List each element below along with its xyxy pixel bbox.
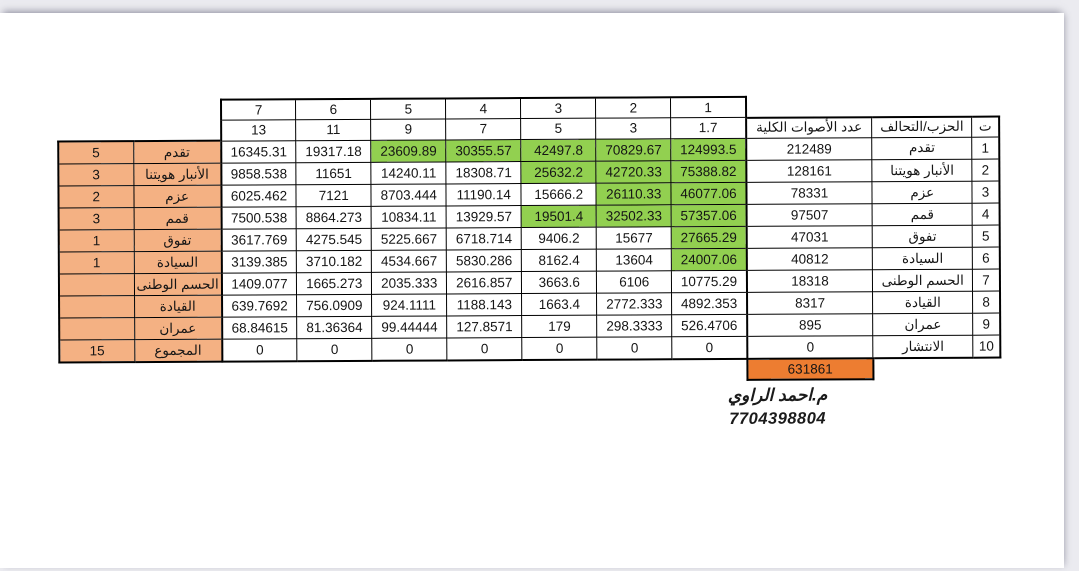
serial-cell: 5 bbox=[972, 225, 999, 247]
quotient-cell: 8864.273 bbox=[296, 206, 371, 228]
left-party-name-cell: عمران bbox=[134, 317, 222, 339]
party-name-cell: القيادة bbox=[873, 291, 973, 314]
spacer-cell bbox=[973, 358, 1000, 379]
quotient-cell: 30355.57 bbox=[446, 139, 521, 162]
seat-count-cell bbox=[59, 274, 134, 296]
quotient-cell: 0 bbox=[597, 337, 672, 360]
quotient-cell: 68.84615 bbox=[222, 317, 297, 339]
quotient-cell: 25632.2 bbox=[521, 161, 596, 183]
serial-cell: 10 bbox=[973, 335, 1000, 358]
party-name-cell: الانتشار bbox=[873, 335, 973, 358]
total-votes-cell: 97507 bbox=[746, 204, 872, 227]
party-name-cell: عزم bbox=[872, 181, 972, 204]
quotient-cell: 19501.4 bbox=[521, 205, 596, 227]
seat-count-cell: 15 bbox=[59, 340, 134, 363]
spacer-cell bbox=[872, 96, 972, 117]
party-name-cell: تفوق bbox=[872, 225, 972, 248]
quotient-cell: 11190.14 bbox=[446, 184, 521, 206]
quotient-cell: 6025.462 bbox=[221, 185, 296, 207]
party-name-cell: قمم bbox=[872, 203, 972, 226]
quotient-cell: 27665.29 bbox=[671, 226, 746, 248]
quotient-cell: 0 bbox=[447, 338, 522, 361]
total-votes-cell: 18318 bbox=[747, 270, 873, 293]
divisor-col-number: 2 bbox=[596, 97, 671, 118]
quotient-cell: 99.44444 bbox=[372, 316, 447, 338]
divisor-col-number: 1 bbox=[671, 97, 746, 118]
quotient-cell: 15666.2 bbox=[521, 183, 596, 205]
quotient-cell: 26110.33 bbox=[596, 183, 671, 205]
quotient-cell: 14240.11 bbox=[371, 162, 446, 184]
quotient-cell: 5830.286 bbox=[447, 250, 522, 272]
left-party-name-cell: عزم bbox=[133, 185, 221, 207]
quotient-cell: 75388.82 bbox=[671, 160, 746, 182]
quotient-cell: 7121 bbox=[296, 184, 371, 206]
divisor-value: 11 bbox=[296, 119, 371, 140]
serial-cell: 4 bbox=[972, 203, 999, 225]
serial-cell: 9 bbox=[973, 313, 1000, 335]
quotient-cell: 1409.077 bbox=[222, 273, 297, 295]
seat-count-cell: 3 bbox=[59, 208, 134, 230]
spacer-cell bbox=[134, 362, 222, 383]
sheet-content bbox=[0, 10, 1065, 571]
left-party-name-cell: المجموع bbox=[134, 339, 222, 362]
quotient-cell: 179 bbox=[522, 315, 597, 337]
vote-table-body bbox=[58, 96, 1000, 384]
spacer-cell bbox=[873, 358, 973, 380]
quotient-cell: 46077.06 bbox=[671, 182, 746, 204]
quotient-cell: 756.0909 bbox=[297, 294, 372, 316]
party-name-cell: عمران bbox=[873, 313, 973, 336]
left-party-name-cell: السيادة bbox=[134, 251, 222, 273]
quotient-cell: 70829.67 bbox=[596, 138, 671, 161]
signature-name: م.احمد الراوي bbox=[727, 385, 828, 405]
seat-count-cell: 1 bbox=[59, 230, 134, 252]
quotient-cell: 24007.06 bbox=[672, 248, 747, 270]
spacer-cell bbox=[746, 96, 872, 117]
serial-cell: 3 bbox=[972, 181, 999, 203]
total-votes-cell: 212489 bbox=[746, 137, 872, 160]
seat-allocation-table bbox=[57, 95, 1001, 385]
total-votes-cell: 40812 bbox=[747, 248, 873, 271]
divisor-value: 13 bbox=[221, 120, 296, 141]
quotient-cell: 8703.444 bbox=[371, 184, 446, 206]
quotient-cell: 298.3333 bbox=[597, 315, 672, 337]
total-votes-cell: 8317 bbox=[747, 292, 873, 315]
quotient-cell: 0 bbox=[672, 336, 747, 359]
quotient-cell: 124993.5 bbox=[671, 138, 746, 161]
divisor-col-number: 4 bbox=[446, 98, 521, 119]
seat-count-cell bbox=[59, 318, 134, 340]
quotient-cell: 3710.182 bbox=[297, 250, 372, 272]
quotient-cell: 16345.31 bbox=[221, 140, 296, 163]
quotient-cell: 0 bbox=[522, 337, 597, 360]
spacer-cell bbox=[372, 360, 447, 381]
left-party-name-cell: تقدم bbox=[133, 141, 221, 164]
scanned-sheet-page bbox=[0, 13, 1064, 568]
quotient-cell: 6106 bbox=[597, 271, 672, 293]
serial-cell: 8 bbox=[973, 291, 1000, 313]
quotient-cell: 924.1111 bbox=[372, 294, 447, 316]
divisor-col-number: 6 bbox=[296, 99, 371, 120]
quotient-cell: 9406.2 bbox=[521, 227, 596, 249]
divisor-value: 3 bbox=[596, 118, 671, 139]
quotient-cell: 13604 bbox=[597, 249, 672, 271]
serial-cell: 2 bbox=[972, 159, 999, 181]
seat-count-cell: 3 bbox=[58, 164, 133, 186]
quotient-cell: 1665.273 bbox=[297, 272, 372, 294]
quotient-cell: 0 bbox=[297, 338, 372, 361]
quotient-cell: 5225.667 bbox=[371, 228, 446, 250]
spacer-cell bbox=[222, 361, 297, 382]
quotient-cell: 32502.33 bbox=[596, 205, 671, 227]
spacer-cell bbox=[133, 120, 221, 141]
quotient-cell: 10775.29 bbox=[672, 270, 747, 292]
quotient-cell: 13929.57 bbox=[446, 206, 521, 228]
spacer-cell bbox=[58, 121, 133, 142]
quotient-cell: 6718.714 bbox=[446, 228, 521, 250]
quotient-cell: 18308.71 bbox=[446, 162, 521, 184]
party-name-cell: الحسم الوطنى bbox=[873, 269, 973, 292]
quotient-cell: 11651 bbox=[296, 162, 371, 184]
quotient-cell: 15677 bbox=[596, 227, 671, 249]
quotient-cell: 3663.6 bbox=[522, 271, 597, 293]
quotient-cell: 4534.667 bbox=[372, 250, 447, 272]
left-party-name-cell: الحسم الوطنى bbox=[134, 273, 222, 295]
spacer-cell bbox=[59, 362, 134, 383]
quotient-cell: 2772.333 bbox=[597, 293, 672, 315]
left-party-name-cell: القيادة bbox=[134, 295, 222, 317]
quotient-cell: 10834.11 bbox=[371, 206, 446, 228]
spacer-cell bbox=[297, 361, 372, 382]
serial-cell: 7 bbox=[973, 269, 1000, 291]
quotient-cell: 9858.538 bbox=[221, 163, 296, 185]
divisor-col-number: 5 bbox=[371, 98, 446, 119]
total-votes-cell: 895 bbox=[747, 314, 873, 337]
quotient-cell: 23609.89 bbox=[371, 139, 446, 162]
left-party-name-cell: الأنبار هويتنا bbox=[133, 163, 221, 185]
quotient-cell: 2035.333 bbox=[372, 272, 447, 294]
quotient-cell: 42720.33 bbox=[596, 161, 671, 183]
total-votes-cell: 128161 bbox=[746, 160, 872, 183]
quotient-cell: 8162.4 bbox=[522, 249, 597, 271]
quotient-cell: 1188.143 bbox=[447, 294, 522, 316]
seat-allocation-table-wrap bbox=[57, 95, 1001, 385]
serial-cell: 6 bbox=[973, 247, 1000, 269]
serial-cell: 1 bbox=[972, 137, 999, 160]
quotient-cell: 4275.545 bbox=[296, 228, 371, 250]
spacer-cell bbox=[447, 360, 522, 381]
party-header: الحزب/التحالف bbox=[872, 116, 972, 137]
party-name-cell: السيادة bbox=[873, 247, 973, 270]
quotient-cell: 0 bbox=[222, 339, 297, 362]
left-party-name-cell: تفوق bbox=[134, 229, 222, 251]
quotient-cell: 4892.353 bbox=[672, 292, 747, 314]
quotient-cell: 7500.538 bbox=[221, 207, 296, 229]
party-name-cell: تقدم bbox=[872, 137, 972, 160]
quotient-cell: 2616.857 bbox=[447, 272, 522, 294]
seat-count-cell: 2 bbox=[58, 186, 133, 208]
spacer-cell bbox=[58, 100, 133, 121]
spacer-cell bbox=[133, 100, 221, 121]
quotient-cell: 57357.06 bbox=[671, 204, 746, 226]
quotient-cell: 3139.385 bbox=[222, 251, 297, 273]
seat-count-cell: 5 bbox=[58, 141, 133, 164]
divisor-value: 5 bbox=[521, 118, 596, 139]
quotient-cell: 19317.18 bbox=[296, 140, 371, 163]
divisor-col-number: 7 bbox=[221, 99, 296, 120]
divisor-col-number: 3 bbox=[521, 98, 596, 119]
signature-phone: 7704398804 bbox=[729, 409, 827, 428]
total-votes-cell: 78331 bbox=[746, 182, 872, 205]
signature-block bbox=[672, 383, 882, 430]
grand-total-row bbox=[59, 358, 1000, 384]
quotient-cell: 639.7692 bbox=[222, 295, 297, 317]
seat-count-cell bbox=[59, 296, 134, 318]
total-votes-cell: 47031 bbox=[746, 226, 872, 249]
spacer-cell bbox=[522, 360, 597, 381]
grand-total-cell: 631861 bbox=[747, 358, 873, 380]
quotient-cell: 1663.4 bbox=[522, 293, 597, 315]
quotient-cell: 81.36364 bbox=[297, 316, 372, 338]
serial-header: ت bbox=[972, 116, 999, 137]
divisor-value: 1.7 bbox=[671, 117, 746, 138]
seat-count-cell: 1 bbox=[59, 252, 134, 274]
spacer-cell bbox=[597, 359, 672, 380]
spacer-cell bbox=[972, 96, 999, 117]
quotient-cell: 0 bbox=[372, 338, 447, 361]
divisor-value: 7 bbox=[446, 119, 521, 140]
total-votes-header: عدد الأصوات الكلية bbox=[746, 117, 872, 138]
quotient-cell: 526.4706 bbox=[672, 314, 747, 336]
spacer-cell bbox=[672, 359, 747, 380]
quotient-cell: 42497.8 bbox=[521, 139, 596, 162]
quotient-cell: 3617.769 bbox=[221, 229, 296, 251]
quotient-cell: 127.8571 bbox=[447, 316, 522, 338]
left-party-name-cell: قمم bbox=[134, 207, 222, 229]
total-votes-cell: 0 bbox=[747, 336, 873, 359]
party-name-cell: الأنبار هويتنا bbox=[872, 159, 972, 182]
divisor-value: 9 bbox=[371, 119, 446, 140]
